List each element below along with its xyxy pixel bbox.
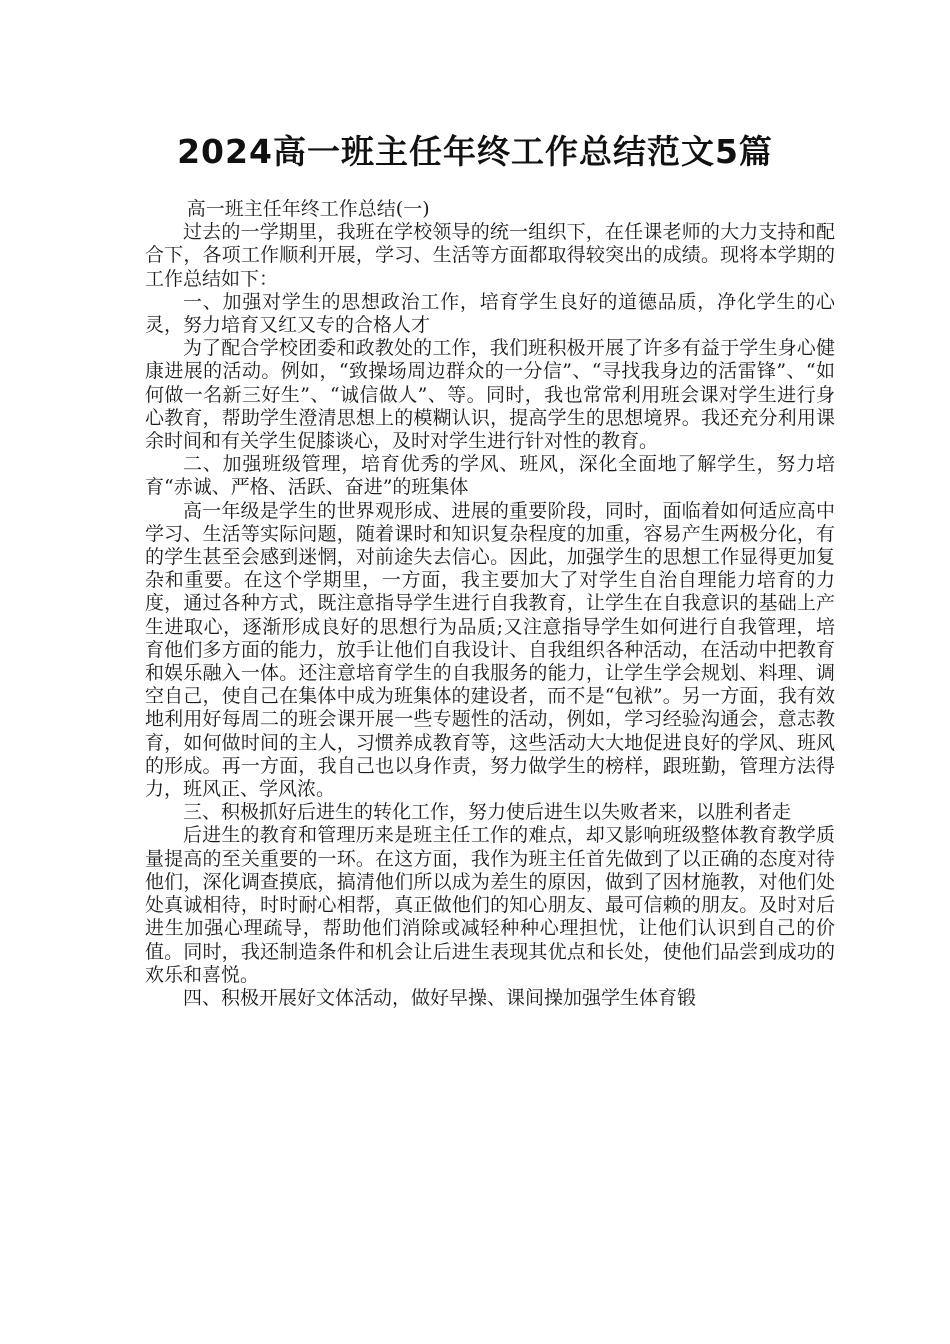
paragraph: 高一年级是学生的世界观形成、进展的重要阶段，同时，面临着如何适应高中学习、生活等实际问题，随着课时和知识复杂程度的加重，容易产生两极分化，有的学生甚至会感到迷惘，对前途失去信心。因此，加强学生的思想工作显得更加复杂和重要。在这个学期里，一方面，我主要加大了对学生自治自理能力培育的力度，通过各种方式，既注意指导学生进行自我教育，让学生在自我意识的基础上产生进取心，逐渐形成良好的思想行为品质;又注意指导学生如何进行自我管理，培育他们多方面的能力，放手让他们自我设计、自我组织各种活动，在活动中把教育和娱乐融入一体。还注意培育学生的自我服务的能力，让学生学会规划、料理、调空自己，使自己在集体中成为班集体的建设者，而不是“包袱”。另一方面，我有效地利用好每周二的班会课开展一些专题性的活动，例如，学习经验沟通会，意志教育，如何做时间的主人，习惯养成教育等，这些活动大大地促进良好的学风、班风的形成。再一方面，我自己也以身作责，努力做学生的榜样，跟班勤，管理方法得力，班风正、学风浓。 [145, 499, 835, 801]
paragraph: 过去的一学期里，我班在学校领导的统一组织下，在任课老师的大力支持和配合下，各项工作顺利开展，学习、生活等方面都取得较突出的成绩。现将本学期的工作总结如下： [145, 221, 835, 290]
paragraph: 后进生的教育和管理历来是班主任工作的难点，却又影响班级整体教育教学质量提高的至关重要的一环。在这方面，我作为班主任首先做到了以正确的态度对待他们，深化调查摸底，搞清他们所以成为差生的原因，做到了因材施教，对他们处处真诚相待，时时耐心相帮，真正做他们的知心朋友、最可信赖的朋友。及时对后进生加强心理疏导，帮助他们消除或减轻种种心理担忧，让他们认识到自己的价值。同时，我还制造条件和机会让后进生表现其优点和长处，使他们品尝到成功的欢乐和喜悦。 [145, 824, 835, 986]
document-body [145, 198, 835, 1010]
document-title: 2024高一班主任年终工作总结范文5篇 [177, 132, 773, 171]
section-heading: 四、积极开展好文体活动，做好早操、课间操加强学生体育锻 [183, 986, 697, 1009]
section-subtitle: 高一班主任年终工作总结(一) [186, 198, 430, 220]
paragraph: 为了配合学校团委和政教处的工作，我们班积极开展了许多有益于学生身心健康进展的活动。例如，“致操场周边群众的一分信”、“寻找我身边的活雷锋”、“如何做一名新三好生”、“诚信做人”、等。同时，我也常常利用班会课对学生进行身心教育，帮助学生澄清思想上的模糊认识，提高学生的思想境界。我还充分利用课余时间和有关学生促膝谈心，及时对学生进行针对性的教育。 [145, 337, 835, 453]
section-heading: 二、加强班级管理，培育优秀的学风、班风，深化全面地了解学生，努力培育“赤诚、严格、活跃、奋进”的班集体 [145, 453, 835, 499]
section-heading: 三、积极抓好后进生的转化工作，努力使后进生以失败者来，以胜利者走 [183, 801, 792, 824]
section-heading: 一、加强对学生的思想政治工作，培育学生良好的道德品质，净化学生的心灵，努力培育又红又专的合格人才 [145, 290, 835, 337]
